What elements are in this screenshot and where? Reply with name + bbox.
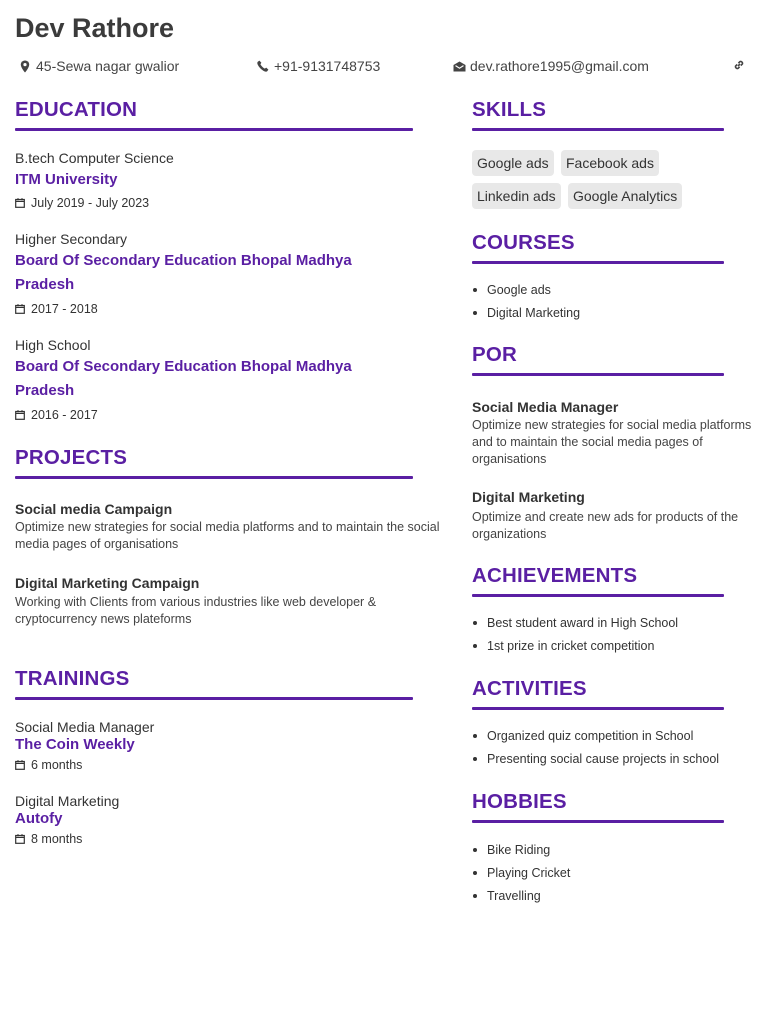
contact-address xyxy=(18,58,179,74)
email-text: dev.rathore1995@gmail.com xyxy=(470,58,649,74)
por-description: Optimize new strategies for social media platforms and to maintain the social media pages of organisations xyxy=(472,418,752,466)
list-item: Digital Marketing xyxy=(472,306,580,329)
skill-chip: Google ads xyxy=(472,150,554,176)
list-item: 1st prize in cricket competition xyxy=(472,639,678,662)
list-item: Presenting social cause projects in school xyxy=(472,752,719,775)
calendar-icon xyxy=(15,834,25,844)
skill-chip: Linkedin ads xyxy=(472,183,561,209)
duration-text: 8 months xyxy=(31,832,83,846)
address-text: 45-Sewa nagar gwalior xyxy=(36,58,180,74)
dates-text: 2016 - 2017 xyxy=(31,408,98,422)
projects-rule xyxy=(15,476,413,479)
por-description: Optimize and create new ads for products of the organizations xyxy=(472,510,739,541)
training-provider: The Coin Weekly xyxy=(15,736,135,753)
education-institution: Board Of Secondary Education Bhopal Madhya Pradesh xyxy=(15,358,352,399)
training-course: Social Media Manager xyxy=(15,719,155,735)
education-institution: Board Of Secondary Education Bhopal Madhya Pradesh xyxy=(15,252,352,293)
courses-rule xyxy=(472,261,724,264)
hobbies-heading: HOBBIES xyxy=(472,790,567,813)
achievements-rule xyxy=(472,594,724,597)
training-course: Digital Marketing xyxy=(15,793,120,809)
skill-chip: Google Analytics xyxy=(568,183,682,209)
training-duration xyxy=(15,832,82,846)
project-title: Digital Marketing Campaign xyxy=(15,575,200,591)
resume-name: Dev Rathore xyxy=(15,13,175,43)
education-dates xyxy=(15,302,98,316)
courses-heading: COURSES xyxy=(472,231,575,254)
education-rule xyxy=(15,128,413,131)
training-duration xyxy=(15,758,82,772)
activities-heading: ACTIVITIES xyxy=(472,677,587,700)
hobbies-rule xyxy=(472,820,724,823)
achievements-list xyxy=(472,616,678,662)
skills-rule xyxy=(472,128,724,131)
education-degree: B.tech Computer Science xyxy=(15,150,174,166)
hobbies-list xyxy=(472,843,570,912)
activities-list xyxy=(472,729,719,775)
education-degree: Higher Secondary xyxy=(15,231,128,247)
email-icon xyxy=(452,59,466,73)
por-heading: POR xyxy=(472,343,518,366)
activities-rule xyxy=(472,707,724,710)
calendar-icon xyxy=(15,304,25,314)
skill-chip: Facebook ads xyxy=(561,150,659,176)
project-description: Working with Clients from various industries like web developer & cryptocurrency news plateforms xyxy=(15,595,377,626)
skills-heading: SKILLS xyxy=(472,98,547,121)
trainings-heading: TRAININGS xyxy=(15,667,130,690)
calendar-icon xyxy=(15,198,25,208)
por-rule xyxy=(472,373,724,376)
courses-list xyxy=(472,283,580,329)
dates-text: July 2019 - July 2023 xyxy=(31,196,150,210)
project-title: Social media Campaign xyxy=(15,501,173,517)
calendar-icon xyxy=(15,410,25,420)
list-item: Best student award in High School xyxy=(472,616,678,639)
list-item: Google ads xyxy=(472,283,580,306)
achievements-heading: ACHIEVEMENTS xyxy=(472,564,638,587)
phone-text: +91-9131748753 xyxy=(274,58,381,74)
por-role: Digital Marketing xyxy=(472,489,585,505)
contact-email[interactable] xyxy=(452,58,649,74)
education-heading: EDUCATION xyxy=(15,98,138,121)
training-provider: Autofy xyxy=(15,810,63,827)
dates-text: 2017 - 2018 xyxy=(31,302,98,316)
list-item: Bike Riding xyxy=(472,843,570,866)
education-dates xyxy=(15,408,98,422)
por-role: Social Media Manager xyxy=(472,399,619,415)
education-degree: High School xyxy=(15,337,91,353)
list-item: Travelling xyxy=(472,889,570,912)
duration-text: 6 months xyxy=(31,758,83,772)
education-dates xyxy=(15,196,149,210)
education-institution: ITM University xyxy=(15,171,118,188)
list-item: Playing Cricket xyxy=(472,866,570,889)
project-description: Optimize new strategies for social media platforms and to maintain the social media pages of organisations xyxy=(15,520,440,551)
link-icon[interactable] xyxy=(732,58,746,72)
contact-phone[interactable] xyxy=(256,58,380,74)
location-pin-icon xyxy=(18,59,32,73)
trainings-rule xyxy=(15,697,413,700)
calendar-icon xyxy=(15,760,25,770)
list-item: Organized quiz competition in School xyxy=(472,729,719,752)
phone-icon xyxy=(256,59,270,73)
projects-heading: PROJECTS xyxy=(15,446,128,469)
